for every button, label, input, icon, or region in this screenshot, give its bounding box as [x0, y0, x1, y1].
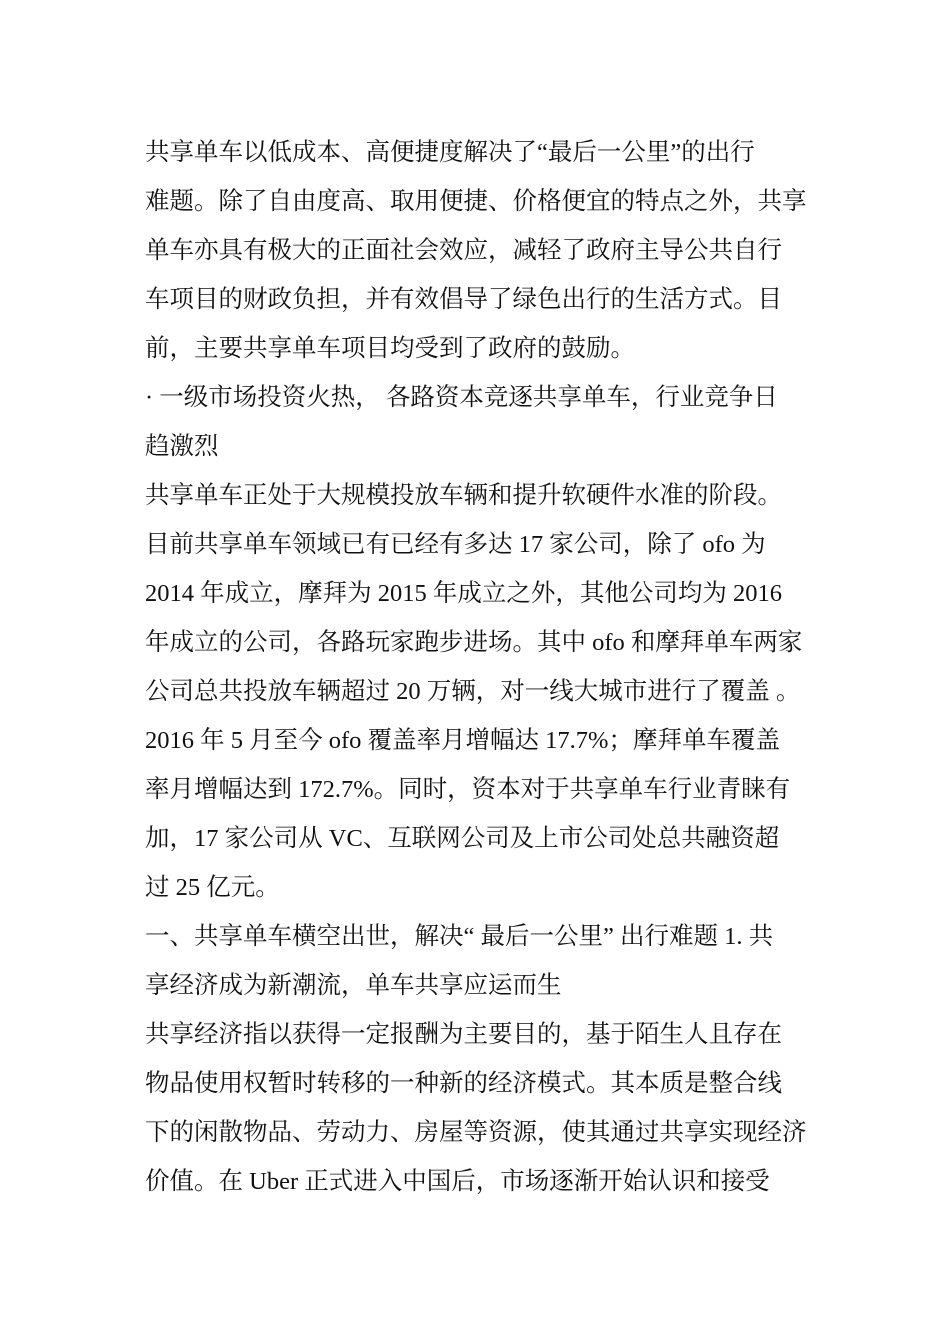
paragraph-line-2: 难题。除了自由度高、取用便捷、价格便宜的特点之外，共享: [145, 188, 807, 215]
paragraph-line-9: 年成立的公司，各路玩家跑步进场。其中 ofo 和摩拜单车两家: [145, 629, 803, 656]
paragraph-line-16: 物品使用权暂时转移的一种新的经济模式。其本质是整合线: [145, 1070, 782, 1097]
paragraph-line-6: 共享单车正处于大规模投放车辆和提升软硬件水准的阶段。: [145, 482, 782, 509]
document-body: [145, 128, 810, 1206]
bullet-heading-line-2: 趋激烈: [145, 433, 219, 460]
paragraph-line-8: 2014 年成立，摩拜为 2015 年成立之外，其他公司均为 2016: [145, 580, 782, 607]
paragraph-line-15: 共享经济指以获得一定报酬为主要目的，基于陌生人且存在: [145, 1021, 782, 1048]
section-heading-line-1: 一、共享单车横空出世，解决“ 最后一公里” 出行难题 1. 共: [145, 923, 774, 950]
paragraph-line-12: 率月增幅达到 172.7%。同时，资本对于共享单车行业青睐有: [145, 776, 791, 803]
bullet-heading-line-1: · 一级市场投资火热， 各路资本竞逐共享单车，行业竞争日: [145, 384, 778, 411]
paragraph-line-3: 单车亦具有极大的正面社会效应，减轻了政府主导公共自行: [145, 237, 782, 264]
paragraph-line-1: 共享单车以低成本、高便捷度解决了“最后一公里”的出行: [145, 139, 755, 166]
paragraph-line-13: 加，17 家公司从 VC、互联网公司及上市公司处总共融资超: [145, 825, 780, 852]
paragraph-line-11: 2016 年 5 月至今 ofo 覆盖率月增幅达 17.7%；摩拜单车覆盖: [145, 727, 780, 754]
paragraph-line-4: 车项目的财政负担，并有效倡导了绿色出行的生活方式。目: [145, 286, 782, 313]
paragraph-line-18: 价值。在 Uber 正式进入中国后，市场逐渐开始认识和接受: [145, 1168, 770, 1195]
paragraph-line-10: 公司总共投放车辆超过 20 万辆，对一线大城市进行了覆盖 。: [145, 678, 801, 705]
paragraph-line-17: 下的闲散物品、劳动力、房屋等资源，使其通过共享实现经济: [145, 1119, 807, 1146]
paragraph-line-7: 目前共享单车领域已有已经有多达 17 家公司，除了 ofo 为: [145, 531, 766, 558]
paragraph-line-14: 过 25 亿元。: [145, 874, 280, 901]
paragraph-line-5: 前，主要共享单车项目均受到了政府的鼓励。: [145, 335, 635, 362]
section-heading-line-2: 享经济成为新潮流，单车共享应运而生: [145, 972, 562, 999]
